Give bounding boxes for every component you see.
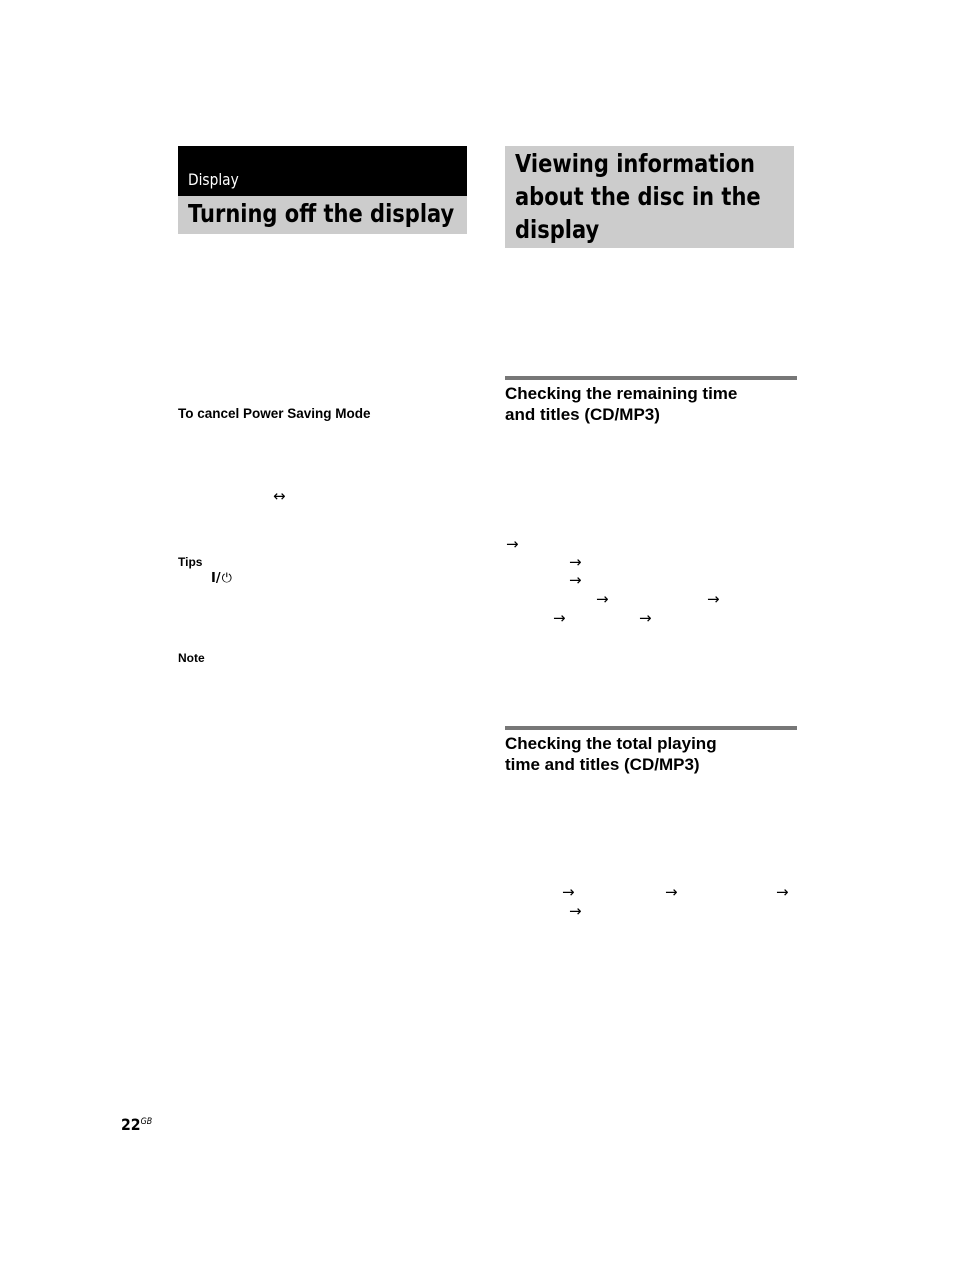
arrow-icon: →: [569, 553, 582, 571]
page-title-right-line-2: about the disc in the: [515, 182, 761, 211]
arrow-icon: →: [776, 883, 789, 901]
page-number-value: 22: [121, 1115, 141, 1134]
note-heading: Note: [178, 651, 205, 665]
remaining-time-heading-line-1: Checking the remaining time: [505, 384, 738, 403]
tips-heading: Tips: [178, 555, 203, 569]
arrow-icon: →: [569, 902, 582, 920]
power-icon: [211, 572, 232, 586]
arrow-icon: →: [569, 571, 582, 589]
arrow-icon: →: [562, 883, 575, 901]
page-title-right-line-1: Viewing information: [515, 149, 755, 178]
arrow-icon: →: [596, 590, 609, 608]
arrow-icon: →: [707, 590, 720, 608]
total-time-heading-line-2: time and titles (CD/MP3): [505, 755, 700, 774]
power-standby-glyph: ⏻: [221, 571, 232, 586]
page-number-suffix: GB: [140, 1117, 153, 1127]
arrow-icon: →: [506, 535, 519, 553]
arrow-icon: →: [639, 609, 652, 627]
section-rule-remaining: [505, 376, 797, 380]
cancel-power-saving-heading: To cancel Power Saving Mode: [178, 406, 371, 421]
section-rule-total: [505, 726, 797, 730]
page-title-right-line-3: display: [515, 215, 600, 244]
double-arrow-icon: ↔: [273, 487, 286, 505]
arrow-icon: →: [553, 609, 566, 627]
arrow-icon: →: [665, 883, 678, 901]
page-title-left: Turning off the display: [188, 199, 455, 228]
power-bar-glyph: I/: [211, 571, 221, 586]
remaining-time-heading-line-2: and titles (CD/MP3): [505, 405, 660, 424]
section-label: Display: [188, 170, 239, 189]
page-number: [121, 1113, 152, 1134]
total-time-heading-line-1: Checking the total playing: [505, 734, 717, 753]
